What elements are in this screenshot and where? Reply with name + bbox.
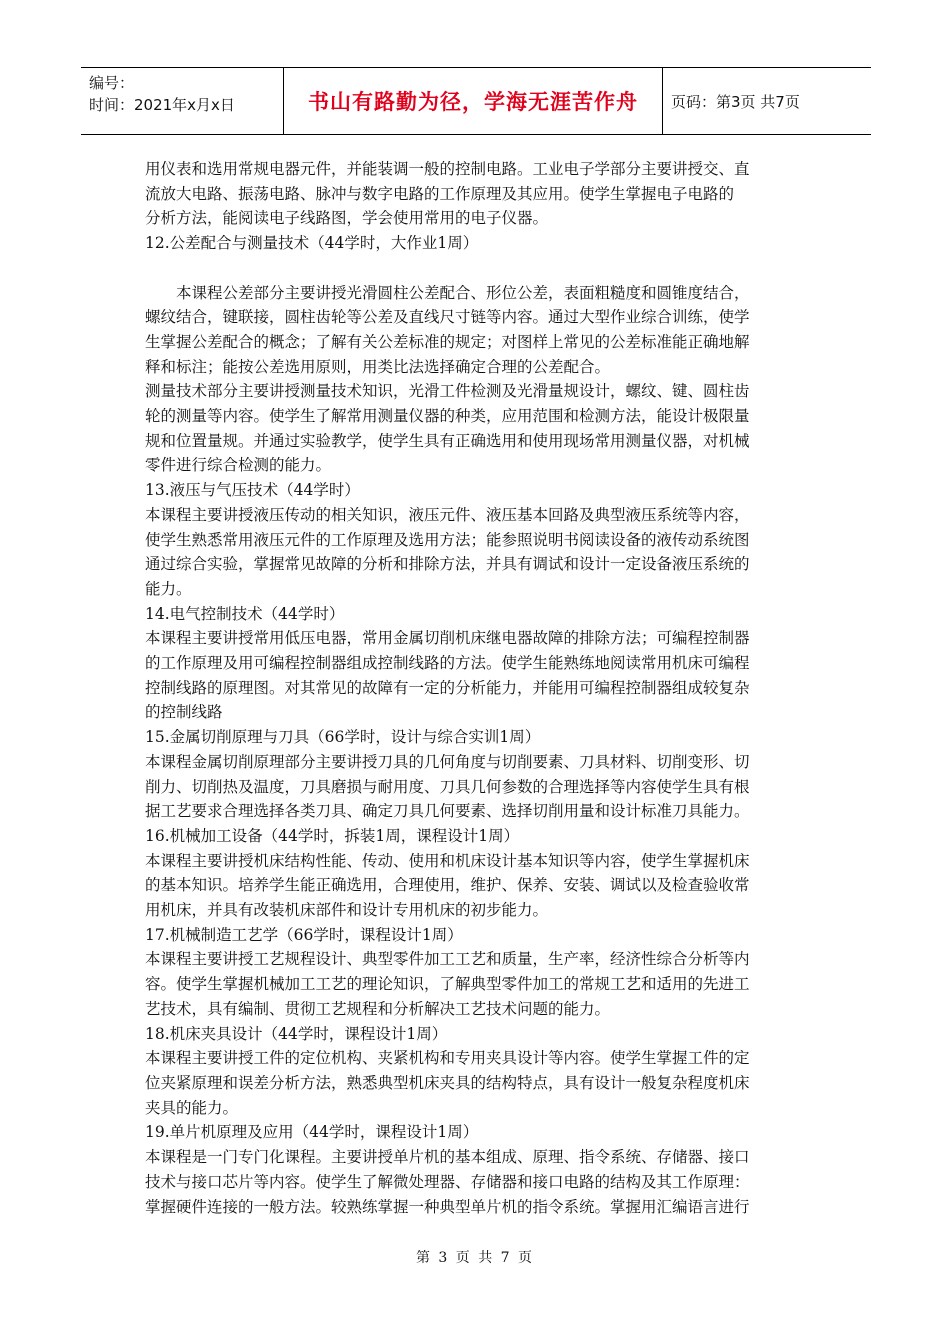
body-line: 测量技术部分主要讲授测量技术知识，光滑工件检测及光滑量规设计，螺纹、键、圆柱齿 — [145, 382, 750, 401]
header-motto: 书山有路勤为径，学海无涯苦作舟 — [283, 68, 663, 134]
body-line: 据工艺要求合理选择各类刀具、确定刀具几何要素、选择切削用量和设计标准刀具能力。 — [145, 802, 750, 821]
section-heading-16: 16.机械加工设备（44学时，拆装1周，课程设计1周） — [145, 826, 520, 845]
body-line: 本课程主要讲授常用低压电器，常用金属切削机床继电器故障的排除方法；可编程控制器 — [145, 629, 750, 648]
body-line: 削力、切削热及温度，刀具磨损与耐用度、刀具几何参数的合理选择等内容使学生具有根 — [145, 777, 750, 796]
page-footer: 第 3 页 共 7 页 — [415, 1250, 535, 1266]
body-line: 本课程主要讲授工件的定位机构、夹紧机构和专用夹具设计等内容。使学生掌握工件的定 — [145, 1049, 750, 1068]
body-line: 零件进行综合检测的能力。 — [145, 456, 332, 475]
body-line: 用仪表和选用常规电器元件，并能装调一般的控制电路。工业电子学部分主要讲授交、直 — [145, 160, 750, 178]
body-line: 本课程主要讲授工艺规程设计、典型零件加工工艺和质量，生产率，经济性综合分析等内 — [145, 950, 750, 969]
body-line: 分析方法，能阅读电子线路图，学会使用常用的电子仪器。 — [145, 209, 549, 228]
body-line: 本课程主要讲授液压传动的相关知识，液压元件、液压基本回路及典型液压系统等内容， — [145, 505, 750, 524]
section-heading-18: 18.机床夹具设计（44学时，课程设计1周） — [145, 1024, 448, 1043]
body-line: 的工作原理及用可编程控制器组成控制线路的方法。使学生能熟练地阅读常用机床可编程 — [145, 654, 750, 673]
blank-line — [145, 256, 813, 281]
body-line: 螺纹结合，键联接，圆柱齿轮等公差及直线尺寸链等内容。通过大型作业综合训练，使学 — [145, 308, 750, 327]
body-line: 能力。 — [145, 579, 192, 598]
page-header — [81, 67, 871, 135]
body-line: 用机床，并具有改装机床部件和设计专用机床的初步能力。 — [145, 901, 549, 920]
document-date: 时间：2021年x月x日 — [89, 96, 235, 114]
section-heading-19: 19.单片机原理及应用（44学时，课程设计1周） — [145, 1123, 479, 1142]
body-line: 艺技术，具有编制、贯彻工艺规程和分析解决工艺技术问题的能力。 — [145, 999, 611, 1018]
body-line: 本课程是一门专门化课程。主要讲授单片机的基本组成、原理、指令系统、存储器、接口 — [145, 1148, 750, 1167]
body-line: 生掌握公差配合的概念；了解有关公差标准的规定；对图样上常见的公差标准能正确地解 — [145, 332, 750, 351]
section-heading-17: 17.机械制造工艺学（66学时，课程设计1周） — [145, 925, 463, 944]
header-page-code: 页码：第3页 共7页 — [671, 92, 800, 111]
document-number: 编号： — [89, 74, 135, 92]
document-body — [145, 157, 813, 1219]
body-line: 的基本知识。培养学生能正确选用，合理使用，维护、保养、安装、调试以及检查验收常 — [145, 876, 750, 895]
body-line: 本课程金属切削原理部分主要讲授刀具的几何角度与切削要素、刀具材料、切削变形、切 — [145, 752, 750, 771]
body-line: 使学生熟悉常用液压元件的工作原理及选用方法；能参照说明书阅读设备的液传动系统图 — [145, 530, 750, 549]
body-line: 容。使学生掌握机械加工工艺的理论知识，了解典型零件加工的常规工艺和适用的先进工 — [145, 975, 750, 994]
body-line: 规和位置量规。并通过实验教学，使学生具有正确选用和使用现场常用测量仪器，对机械 — [145, 431, 750, 450]
body-line: 掌握硬件连接的一般方法。较熟练掌握一种典型单片机的指令系统。掌握用汇编语言进行 — [145, 1197, 750, 1216]
body-line: 本课程主要讲授机床结构性能、传动、使用和机床设计基本知识等内容，使学生掌握机床 — [145, 851, 750, 870]
body-line: 控制线路的原理图。对其常见的故障有一定的分析能力，并能用可编程控制器组成较复杂 — [145, 678, 750, 697]
body-line: 本课程公差部分主要讲授光滑圆柱公差配合、形位公差，表面粗糙度和圆锥度结合， — [176, 283, 750, 302]
body-line: 夹具的能力。 — [145, 1098, 239, 1117]
section-heading-15: 15.金属切削原理与刀具（66学时，设计与综合实训1周） — [145, 728, 541, 747]
body-line: 流放大电路、振荡电路、脉冲与数字电路的工作原理及其应用。使学生掌握电子电路的 — [145, 184, 735, 203]
body-line: 通过综合实验，掌握常见故障的分析和排除方法，并具有调试和设计一定设备液压系统的 — [145, 555, 750, 574]
body-line: 的控制线路 — [145, 703, 223, 722]
header-info — [81, 68, 283, 134]
section-heading-14: 14.电气控制技术（44学时） — [145, 604, 345, 623]
body-line: 位夹紧原理和误差分析方法，熟悉典型机床夹具的结构特点，具有设计一般复杂程度机床 — [145, 1074, 750, 1092]
body-line: 轮的测量等内容。使学生了解常用测量仪器的种类，应用范围和检测方法，能设计极限量 — [145, 407, 750, 426]
section-heading-13: 13.液压与气压技术（44学时） — [145, 481, 360, 500]
body-line: 释和标注；能按公差选用原则，用类比法选择确定合理的公差配合。 — [145, 357, 611, 376]
body-line: 技术与接口芯片等内容。使学生了解微处理器、存储器和接口电路的结构及其工作原理： — [145, 1172, 750, 1191]
section-heading-12: 12.公差配合与测量技术（44学时，大作业1周） — [145, 234, 479, 253]
